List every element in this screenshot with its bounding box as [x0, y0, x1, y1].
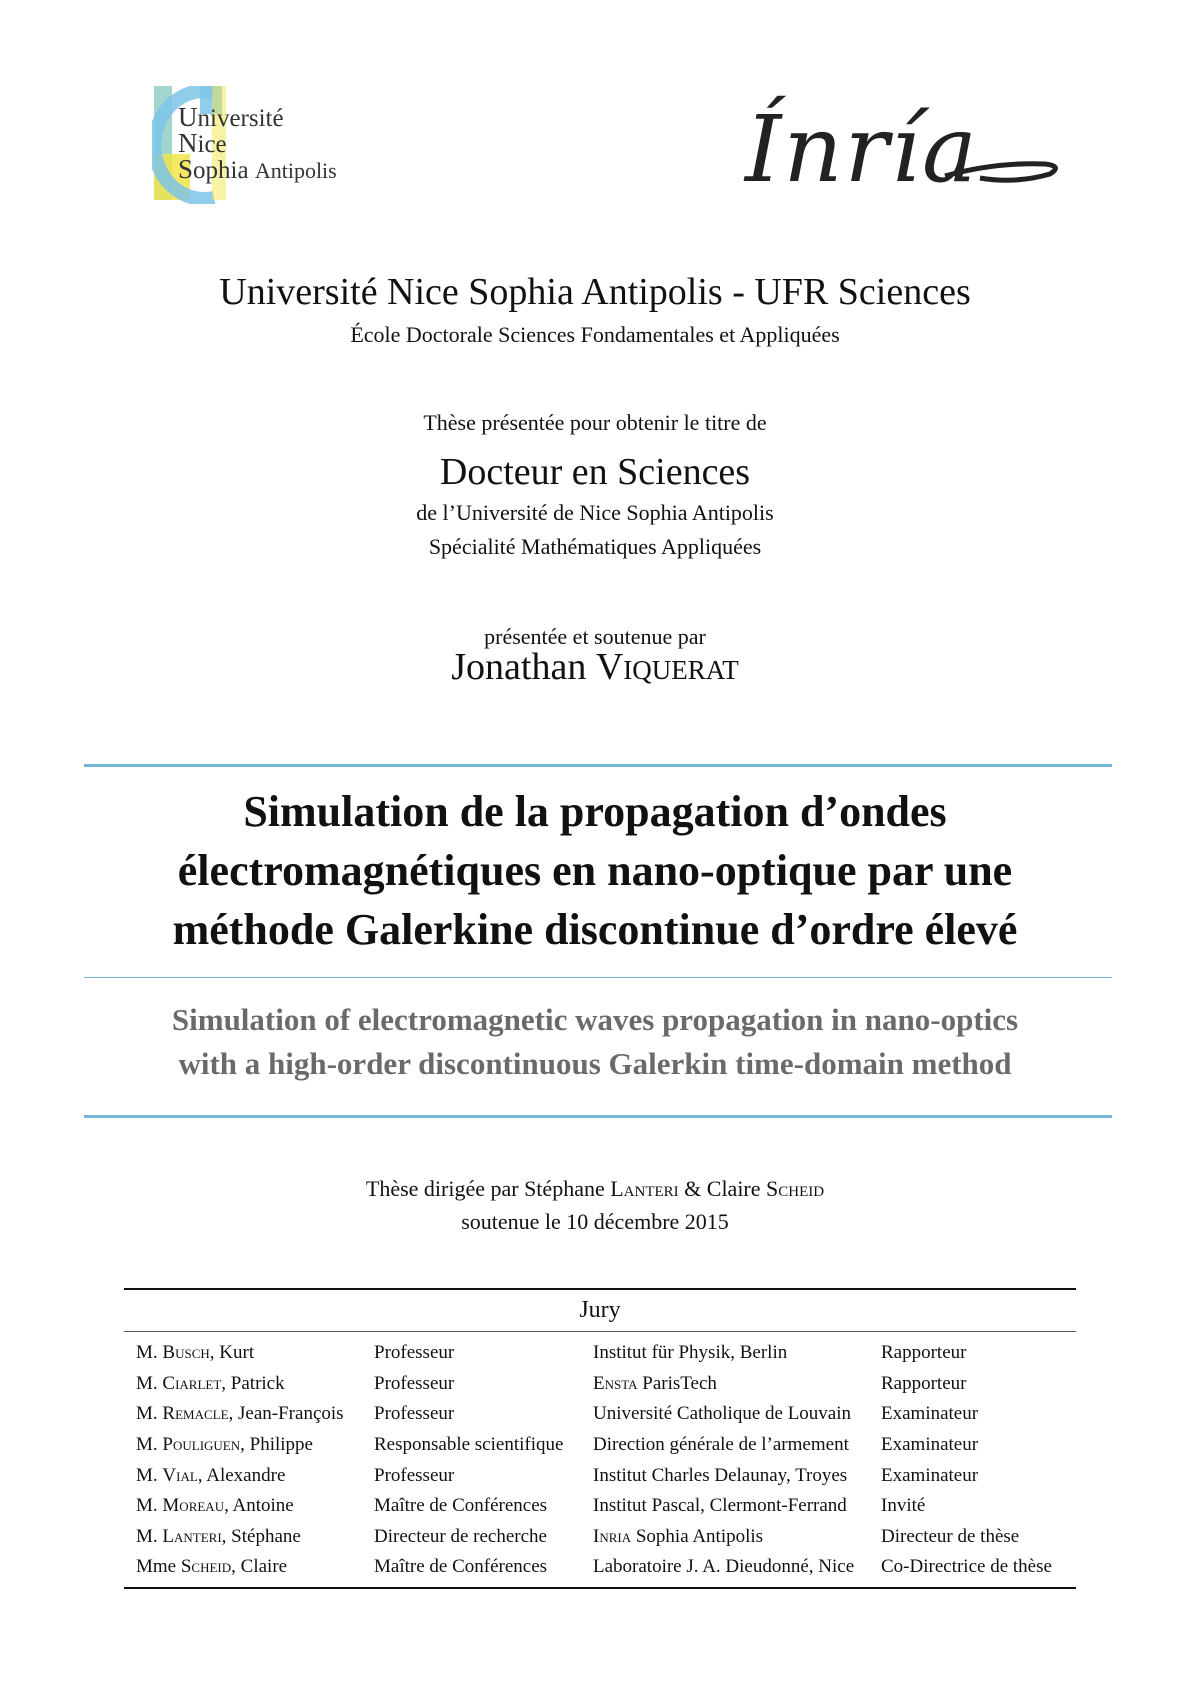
- jury-member-institution: [581, 1399, 869, 1430]
- jury-member-position: Maître de Conférences: [374, 1556, 548, 1578]
- jury-member-institution-name: Institut Charles Delaunay, Troyes: [593, 1464, 848, 1486]
- title-bottom-rule: [84, 1115, 1112, 1118]
- jury-member-position: Professeur: [374, 1403, 455, 1425]
- jury-member-last-name: Ciarlet: [162, 1372, 222, 1394]
- jury-member-position: Professeur: [374, 1372, 455, 1394]
- jury-member-last-name: Lanteri: [162, 1525, 222, 1547]
- jury-member-role: Rapporteur: [881, 1372, 967, 1394]
- defense-date: soutenue le 10 décembre 2015: [461, 1209, 729, 1234]
- jury-member-role: Invité: [881, 1495, 926, 1517]
- inria-logo-swash: [745, 96, 1065, 214]
- degree-title: Docteur en Sciences: [439, 451, 751, 493]
- jury-member-title: Mme: [136, 1556, 177, 1578]
- jury-member-role: Directeur de thèse: [881, 1525, 1020, 1547]
- thesis-title-en: [0, 998, 1190, 1086]
- jury-member-role: Co-Directrice de thèse: [881, 1556, 1052, 1578]
- jury-row: [124, 1369, 1076, 1400]
- jury-member-position: Directeur de recherche: [374, 1525, 547, 1547]
- jury-member-institution-name: Laboratoire J. A. Dieudonné, Nice: [593, 1556, 855, 1578]
- jury-member-title: M.: [136, 1525, 158, 1547]
- jury-member-position: Professeur: [374, 1464, 455, 1486]
- doctoral-school: École Doctorale Sciences Fondamentales et Appliquées: [350, 322, 840, 347]
- jury-member-role: Rapporteur: [881, 1342, 967, 1364]
- author-first-name: Jonathan: [451, 646, 587, 688]
- jury-member-institution: [581, 1552, 869, 1583]
- jury-row: [124, 1399, 1076, 1430]
- jury-row: [124, 1338, 1076, 1369]
- direction-middle: & Claire: [684, 1176, 761, 1201]
- jury-table: [124, 1288, 1076, 1589]
- jury-row: [124, 1522, 1076, 1553]
- thesis-title-en-line1: Simulation of electromagnetic waves propagation in nano-optics: [171, 1002, 1019, 1037]
- jury-member-institution: [581, 1522, 869, 1553]
- jury-member-name: [124, 1552, 362, 1583]
- jury-member-first-name: , Jean-François: [228, 1403, 344, 1425]
- jury-member-position: Professeur: [374, 1342, 455, 1364]
- jury-member-institution-name: Institut für Physik, Berlin: [593, 1342, 788, 1364]
- thesis-title-fr-line3: méthode Galerkine discontinue d’ordre élevé: [172, 905, 1018, 954]
- jury-row: [124, 1552, 1076, 1583]
- jury-member-title: M.: [136, 1372, 158, 1394]
- degree-institution: de l’Université de Nice Sophia Antipolis: [416, 500, 774, 525]
- jury-bottom-rule: [124, 1587, 1076, 1589]
- jury-member-name: [124, 1522, 362, 1553]
- jury-member-first-name: , Alexandre: [197, 1464, 286, 1486]
- thesis-title-fr: [0, 782, 1190, 959]
- jury-member-name: [124, 1369, 362, 1400]
- jury-member-role: Examinateur: [881, 1403, 979, 1425]
- author-intro: présentée et soutenue par: [484, 624, 706, 649]
- thesis-intro: Thèse présentée pour obtenir le titre de: [423, 410, 767, 435]
- jury-member-last-name: Pouliguen: [162, 1434, 241, 1456]
- jury-member-role: Examinateur: [881, 1434, 979, 1456]
- jury-member-institution-name: Institut Pascal, Clermont-Ferrand: [593, 1495, 847, 1517]
- author-last-name: Viquerat: [595, 646, 739, 688]
- jury-member-last-name: Remacle: [162, 1403, 229, 1425]
- inria-logo: [745, 96, 1065, 214]
- jury-member-last-name: Vial: [162, 1464, 198, 1486]
- jury-member-first-name: , Claire: [231, 1556, 288, 1578]
- jury-header-rule: [124, 1331, 1076, 1332]
- jury-member-title: M.: [136, 1464, 158, 1486]
- jury-member-institution: [581, 1460, 869, 1491]
- jury-member-institution: [581, 1338, 869, 1369]
- jury-member-title: M.: [136, 1495, 158, 1517]
- thesis-title-fr-line2: électromagnétiques en nano-optique par une: [177, 846, 1013, 895]
- jury-member-institution-name: Université Catholique de Louvain: [593, 1403, 852, 1425]
- jury-member-institution: [581, 1491, 869, 1522]
- jury-member-last-name: Scheid: [180, 1556, 232, 1578]
- jury-member-institution-acronym: Ensta: [593, 1372, 638, 1394]
- jury-member-title: M.: [136, 1403, 158, 1425]
- jury-member-title: M.: [136, 1342, 158, 1364]
- uns-logo-line2: Nice: [178, 128, 227, 158]
- thesis-title-en-line2: with a high-order discontinuous Galerkin time-domain method: [178, 1046, 1012, 1081]
- thesis-direction: [0, 1176, 1190, 1202]
- thesis-title-fr-line1: Simulation de la propagation d’ondes: [243, 787, 947, 836]
- jury-row: [124, 1460, 1076, 1491]
- jury-member-position: Responsable scientifique: [374, 1434, 564, 1456]
- jury-member-name: [124, 1491, 362, 1522]
- uns-logo: [152, 86, 352, 204]
- title-middle-rule: [84, 977, 1112, 978]
- degree-speciality: Spécialité Mathématiques Appliquées: [428, 534, 762, 559]
- jury-member-name: [124, 1430, 362, 1461]
- jury-member-institution: [581, 1430, 869, 1461]
- jury-member-first-name: , Kurt: [209, 1342, 255, 1364]
- director1-last-name: Lanteri: [610, 1176, 679, 1201]
- jury-member-name: [124, 1399, 362, 1430]
- university-title: Université Nice Sophia Antipolis - UFR Sciences: [219, 271, 971, 313]
- jury-member-last-name: Busch: [162, 1342, 210, 1364]
- jury-member-name: [124, 1460, 362, 1491]
- jury-member-institution-acronym: Inria: [593, 1525, 632, 1547]
- jury-member-institution: [581, 1369, 869, 1400]
- jury-member-position: Maître de Conférences: [374, 1495, 548, 1517]
- inria-logo-text: Ínría: [745, 96, 979, 203]
- jury-members: [124, 1338, 1076, 1583]
- jury-member-name: [124, 1338, 362, 1369]
- jury-member-first-name: , Philippe: [240, 1434, 313, 1456]
- jury-member-institution-name: Sophia Antipolis: [631, 1525, 764, 1547]
- jury-title: Jury: [579, 1297, 621, 1323]
- title-top-rule: [84, 764, 1112, 767]
- jury-member-title: M.: [136, 1434, 158, 1456]
- direction-prefix: Thèse dirigée par Stéphane: [365, 1176, 605, 1201]
- author-name: [0, 645, 1190, 689]
- jury-member-first-name: , Stéphane: [221, 1525, 301, 1547]
- director2-last-name: Scheid: [766, 1176, 825, 1201]
- jury-member-first-name: , Antoine: [224, 1495, 294, 1517]
- uns-logo-line3: Sophia Antipolis: [178, 154, 337, 184]
- jury-member-last-name: Moreau: [162, 1495, 225, 1517]
- jury-member-first-name: , Patrick: [221, 1372, 285, 1394]
- jury-member-institution-name: ParisTech: [637, 1372, 717, 1394]
- jury-member-role: Examinateur: [881, 1464, 979, 1486]
- jury-member-institution-name: Direction générale de l’armement: [593, 1434, 849, 1456]
- jury-row: [124, 1430, 1076, 1461]
- jury-row: [124, 1491, 1076, 1522]
- uns-logo-line1: Université: [178, 102, 284, 132]
